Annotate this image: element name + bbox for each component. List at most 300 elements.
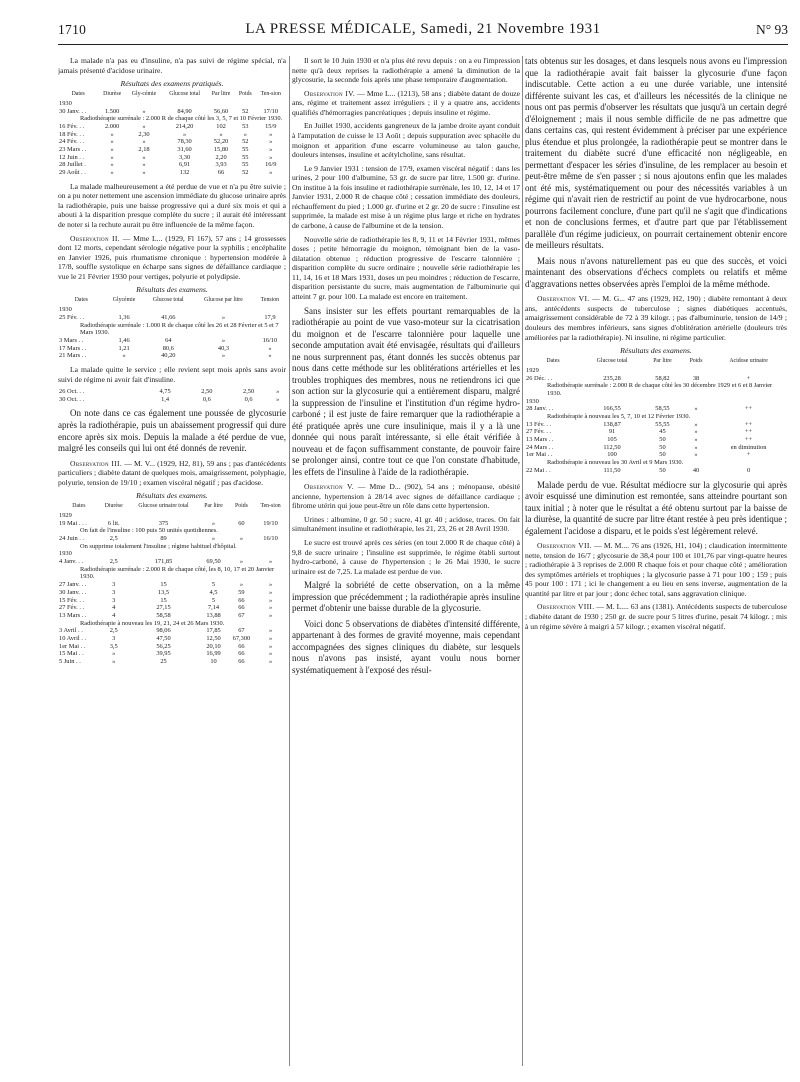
observation-5 [292, 482, 520, 511]
table-cell: 53 [242, 122, 249, 130]
table-cell: » [269, 130, 273, 138]
table-cell: » [221, 336, 226, 344]
table-cell: 112,50 [603, 443, 621, 451]
table-cell: 17,9 [264, 313, 276, 321]
table-cell: 52 [242, 107, 249, 115]
table-cell: 30 Janv. . . [59, 588, 87, 596]
observation-label: Observation VIII. [537, 602, 595, 612]
table-cell: 2,5 [109, 558, 118, 566]
column-header: Glucose total [596, 357, 628, 364]
table-cell: 31,60 [177, 146, 192, 154]
table-cell: » [269, 138, 273, 146]
table-cell: » [276, 395, 280, 403]
paragraph: Mais nous n'avons naturellement pas eu que des succès, et voici maintenant des observations d'échecs complets ou relatifs et même d'aggravations nettes observées après l'emploi de la même méthode. [525, 255, 787, 289]
table-cell: 1930 [526, 397, 539, 405]
table-row [525, 444, 787, 452]
table-cell: 24 Juin . . [59, 535, 85, 543]
table-cell [643, 367, 682, 375]
table-header-row [58, 503, 286, 512]
table-cell: 0 [746, 466, 751, 474]
column-header: Dates [546, 357, 560, 364]
table-cell: 64 [165, 336, 172, 344]
table-cell: 1,36 [118, 313, 130, 321]
table-row [58, 566, 286, 581]
table-cell [228, 512, 255, 520]
table-row [58, 597, 286, 605]
table-cell: » [239, 581, 244, 589]
issue-number: N° 93 [755, 22, 788, 37]
table-header-row [525, 358, 787, 367]
table-cell: » [110, 138, 114, 146]
column-header: Poids [689, 357, 703, 364]
table-cell: 3 [112, 581, 116, 589]
table-cell: 30 Janv. . . [59, 107, 87, 115]
table-row [58, 322, 286, 337]
table-cell: 20,10 [206, 642, 221, 650]
column-header: Poids [238, 90, 252, 97]
paragraph: Malade perdu de vue. Résultat médiocre sur la glycosurie qui après avoir esquissé une diminution est remontée, sans atteindre pourtant son taux initial ; à noter que le résultat a été obtenu surtout par la baisse de la diurèse, la quantité de sucre par litre étant restée à peu près identique ; également l'acidose a disparu, et le poids s'est légèrement relevé. [525, 479, 787, 536]
table-cell: 41,66 [161, 313, 176, 321]
observation-label: Observation III. [70, 458, 123, 468]
table-cell: 15 [160, 581, 167, 589]
table-cell: » [268, 588, 273, 596]
paragraph: Sans insister sur les effets pourtant remarquables de la radiothérapie au point de vue vaso-moteur sur la cicatrisation du moignon et de l'escarre talonnière pour laquelle une seconde amputation avait été envisagée, résultats qui d'ailleurs ne nous surprennent pas, étant donnés les succès obtenus par nous dans cette méthode sur les oblitérations artérielles et les troubles trophiques des membres, nous ne retiendrons ici que son action sur la glycosurie qui a entièrement disparu, malgré la suppression de l'insuline et l'institution d'un régime hydro-carboné ; il est juste de faire remarquer que la radiothérapie a été pratiquée après une cure insulinique, mais il y a là une donnée qui nous paraît intéressante, si elle était vérifiée à nouveau et de façon suffisamment constante, de pouvoir faire se prolonger ainsi, contre tout ce que l'on constate d'habitude, les effets de l'insuline à l'aide de la radiothérapie. [292, 305, 520, 477]
column-header: Acidose urinaire [729, 357, 768, 364]
table-row [525, 428, 787, 436]
table-cell: » [694, 451, 698, 459]
table-cell: 17 Mars . . [59, 344, 87, 352]
table-row [58, 627, 286, 635]
table-cell [193, 306, 254, 314]
table-cell: » [110, 161, 114, 169]
table-cell: 12 Juin . . [59, 153, 85, 161]
table-cell [199, 512, 227, 520]
table-note: Radiothérapie surrénale : 2.000 R de chaque côté, les 8, 10, 17 et 20 Janvier 1930. [80, 565, 275, 581]
table-cell: 67 [238, 627, 245, 635]
table-cell: 111,50 [603, 466, 621, 474]
column-header: Diurèse [103, 90, 122, 97]
table-cell: » [142, 161, 146, 169]
table-cell: 55,55 [655, 420, 670, 428]
table-cell: 29 Août . . [59, 169, 86, 177]
table-cell: 3 [112, 634, 116, 642]
table-cell: » [142, 169, 146, 177]
table-cell: ++ [744, 436, 753, 444]
table-row [58, 520, 286, 528]
table-cell: » [694, 405, 698, 413]
table-cell: 10 [210, 658, 217, 666]
table-cell [581, 367, 643, 375]
table-row [58, 388, 286, 396]
table-cell: 58,58 [156, 611, 171, 619]
table-cell: 3 [112, 596, 116, 604]
table-cell [235, 100, 255, 108]
table-cell: 1930 [59, 550, 72, 558]
table-cell: » [239, 535, 244, 543]
table-row [525, 398, 787, 406]
table-cell: 40,3 [217, 344, 230, 352]
column-divider [289, 56, 290, 1066]
table-cell: 24 Fév. . . [59, 138, 85, 146]
table-cell: en diminution [730, 443, 767, 451]
table-note: On fait de l'insuline : 100 puis 50 unités quotidiennes. [80, 527, 218, 535]
table-row [58, 169, 286, 177]
table-cell: 23 Mars . . [59, 146, 87, 154]
table-cell: 2,5 [109, 627, 118, 635]
table-cell: 13 Fév. . . [526, 420, 552, 428]
table-row [58, 658, 286, 666]
table-cell: 28 Juillet . [59, 161, 86, 169]
table-cell: 100 [607, 451, 617, 459]
table-cell [207, 100, 235, 108]
table-cell: 105 [607, 436, 617, 444]
column-header: Glycémie [112, 297, 136, 304]
table-row [58, 396, 286, 404]
table-cell: 67 [238, 611, 245, 619]
paragraph: Urines : albumine, 0 gr. 50 ; sucre, 41 gr. 40 ; acidose, traces. On fait simultanément insuline et radiothérapie, les 21, 23, 26 et 28 Avril 1930. [292, 514, 520, 534]
table-cell: 3,30 [178, 153, 191, 161]
table-cell: 66 [238, 596, 245, 604]
table-cell: 28 Janv. . . [526, 405, 554, 413]
table-row [58, 314, 286, 322]
observation-2 [58, 234, 286, 282]
column-header: Glucose total [152, 297, 184, 304]
table-cell: 2,30 [138, 130, 150, 138]
table-cell: 66 [238, 650, 245, 658]
table-cell: » [239, 558, 244, 566]
observation-text: — Mme L... (1213), 58 ans ; diabète datant de douze ans, régime et traitement assez irréguliers ; il y a quatre ans, accidents qualifiés d'hémorragies pancréatiques ; depuis insuline et régime. [292, 88, 520, 117]
table-cell: 3,93 [215, 161, 227, 169]
observation-text: — M. V... (1929, H2, 81), 59 ans ; pas d'antécédents particuliers ; diabète datant de quelques mois, amaigrissement, polyphagie, polyurie, tension de 19/10 ; examen viscéral négatif ; pas d'acidose. [58, 458, 286, 487]
table-title: Résultats des examens pratiqués. [120, 79, 224, 89]
table-cell: 27 Fév. . . [526, 428, 552, 436]
table-cell: 1,4 [161, 395, 170, 403]
table-cell: 4 [112, 611, 116, 619]
column-header: Gly-cémie [131, 90, 157, 97]
table-cell: 52,20 [213, 138, 229, 146]
table-note: Radiothérapie à nouveau les 30 Avril et 9 Mars 1930. [547, 459, 684, 467]
table-note: Radiothérapie à nouveau les 5, 7, 10 et 12 Février 1930. [547, 413, 691, 421]
running-title [58, 21, 788, 38]
table-cell: 67,300 [232, 634, 251, 642]
table-cell: 66 [217, 169, 225, 177]
table-cell: 1,21 [118, 344, 130, 352]
table-cell: 13 Mars . . [526, 436, 554, 444]
table-cell: » [268, 611, 273, 619]
column-header: Ten-sion [260, 503, 281, 510]
table-cell [254, 306, 286, 314]
table-note: On supprime totalement l'insuline ; régime habituel d'hôpital. [80, 542, 237, 550]
table-row [58, 115, 286, 123]
table-row [525, 436, 787, 444]
table-cell: 50 [659, 466, 666, 474]
table-cell: » [268, 658, 273, 666]
table-cell: 27 Fév. . . [59, 604, 85, 612]
table-cell: » [211, 519, 216, 527]
results-table-obs2 [58, 297, 286, 360]
observation-label: Observation VII. [537, 541, 592, 551]
table-cell: 16/10 [263, 535, 278, 543]
results-table-obs2-followup [58, 388, 286, 403]
table-cell: 1er Mai . . [59, 642, 86, 650]
table-cell: 56,25 [156, 642, 171, 650]
table-cell: 98,06 [156, 627, 171, 635]
table-row [58, 550, 286, 558]
table-cell: 7,14 [207, 604, 220, 612]
table-cell: » [110, 153, 114, 161]
table-cell [143, 306, 193, 314]
table-cell: 3 Mars . . [59, 336, 84, 344]
table-note: Radiothérapie surrénale : 2.000 R de chaque côté les 3, 5, 7 et 10 Février 1930. [80, 115, 283, 123]
table-cell: 45 [659, 428, 666, 436]
table-cell: 50 [659, 436, 666, 444]
table-cell: ++ [744, 405, 753, 413]
table-cell: 27,15 [156, 604, 171, 612]
table-cell [710, 367, 787, 375]
table-row [525, 459, 787, 467]
paragraph: Voici donc 5 observations de diabètes d'intensité différente, appartenant à des formes de gravité moyenne, mais cependant accompagnées des signes cliniques du diabète, sur lesquels nous n'avons pas insisté, ayant voulu nous borner systématiquement à l'exposé des résul- [292, 618, 520, 675]
table-cell: 166,55 [603, 405, 621, 413]
table-cell: 84,90 [177, 107, 192, 115]
table-cell: » [268, 627, 273, 635]
table-cell: 55 [242, 146, 249, 154]
observation-text: — M. G... 47 ans (1929, H2, 190) ; diabète remontant à deux ans, antécédents suspects de tuberculose ; signes diabétiques accentués, amaigrissement considérable de 72 à 39 kilogr. ; pas d'albuminurie, tension de 14/9 ; douleurs des membres inférieurs, sans signes d'oblitération artérielle (douleurs très améliorées par la radiothérapie). Ni insuline, ni régime particulier. [525, 294, 787, 342]
paragraph: Le sucre est trouvé après ces séries (en tout 2.000 R de chaque côté) à 9,8 de sucre urinaire ; l'insuline est supprimée, le régime établi surtout hydro-carboné, à cause de l'hypertension ; le 26 Mai 1930, le sucre urinaire est de 7,25. La malade est perdue de vue. [292, 538, 520, 576]
table-cell: » [694, 443, 698, 451]
table-cell: » [268, 558, 273, 566]
table-cell: 25 [160, 658, 167, 666]
table-row [58, 527, 286, 535]
table-cell: 21 Mars . . [59, 352, 87, 360]
table-cell: 102 [216, 122, 226, 130]
table-cell: 15/9 [265, 122, 277, 130]
table-row [58, 558, 286, 566]
table-cell: » [110, 146, 114, 154]
table-cell [98, 100, 125, 108]
table-row [58, 643, 286, 651]
table-row [58, 512, 286, 520]
table-cell: 25 Fév. . . [59, 313, 85, 321]
paragraph: Il sort le 10 Juin 1930 et n'a plus été revu depuis : on a eu l'impression nette qu'à deux reprises la radiothérapie a amené la diminution de la glycosurie, la seconde fois après une phase temporaire d'augmentation. [292, 56, 520, 85]
paragraph: La malade n'a pas eu d'insuline, n'a pas suivi de régime spécial, n'a jamais présenté d'acidose urinaire. [58, 56, 286, 75]
table-cell: 30 Oct. . . [59, 395, 85, 403]
column-1 [58, 56, 286, 1066]
table-cell: 60 [238, 519, 245, 527]
paragraph: En Juillet 1930, accidents gangreneux de la jambe droite ayant conduit à l'amputation de cuisse le 13 Août ; depuis suppuration avec sphacèle du moignon et apparition d'une escarre volumineuse au talon gauche, douleurs intenses, insuline et acétylcholine, sans résultat. [292, 121, 520, 160]
paragraph: Le 9 Janvier 1931 : tension de 17/9, examen viscéral négatif : dans les urines, 2 pour 100 d'albumine, 53 gr. de sucre par litre, 1.500 gr. d'urine. On institue à la fois insuline et radiothérapie surrénale, les 10, 12, 14 et 17 Janvier 1931, 2.000 R de chaque côté ; cessation immédiate des douleurs, réchauffement du pied ; 1.000 gr. d'urine et 2 gr. 20 de sucre : l'insuline est supprimée, la malade est mise à un régime plus large et riche en hydrates de carbone, à cause de l'albumine et de la tension. [292, 163, 520, 230]
table-cell: 16/9 [265, 161, 277, 169]
table-cell: 10 Avril . . [59, 634, 87, 642]
column-header: Glucose urinaire total [138, 503, 189, 510]
table-row [58, 161, 286, 169]
table-cell: » [221, 352, 226, 360]
table-row [58, 612, 286, 620]
table-row [58, 154, 286, 162]
table-cell [255, 512, 286, 520]
table-cell: » [142, 153, 146, 161]
column-header: Par litre [653, 357, 672, 364]
paragraph: La malade malheureusement a été perdue de vue et n'a pu être suivie ; on a pu noter nettement une ascension immédiate du glucose urinaire après la radiothérapie, puis une baisse progressive qui a duré six mois et qui a abouti à la disparition presque complète du sucre ; il aurait été intéressant de noter si la rechute aurait pu être influencée de la même façon. [58, 181, 286, 230]
table-row [58, 306, 286, 314]
table-cell: » [122, 352, 126, 360]
table-cell [162, 100, 207, 108]
table-cell [228, 550, 255, 558]
observation-text: — Mme L... (1929, Fl 167), 57 ans ; 14 grossesses dont 12 morts, cependant sérologie négative pour la syphilis ; encéphalite en Janvier 1926, puis rhumatisme chronique : hypertension modérée à 17/8, souffle systolique en écharpe sans signes de défaillance cardiaque ; vue le 21 Février 1930 pour vertiges, polyurie et polydipsie. [58, 233, 286, 281]
table-cell: 80,6 [162, 344, 174, 352]
table-cell: » [211, 535, 216, 543]
column-header: Dates [71, 90, 85, 97]
table-cell [643, 398, 682, 406]
table-cell: 1930 [59, 306, 72, 314]
table-cell: 16,99 [206, 650, 221, 658]
paragraph: La malade quitte le service ; elle revient sept mois après sans avoir suivi de régime ni avoir fait d'insuline. [58, 364, 286, 384]
table-cell [100, 512, 128, 520]
table-cell: » [268, 604, 273, 612]
observation-label: Observation VI. [537, 294, 590, 304]
table-cell: 39,95 [156, 650, 171, 658]
observation-7 [525, 541, 787, 598]
table-cell: » [219, 130, 223, 138]
table-row [525, 382, 787, 397]
observation-8 [525, 602, 787, 631]
column-header: Par litre [211, 90, 231, 97]
table-cell: 1930 [59, 99, 72, 107]
observation-4 [292, 89, 520, 118]
table-cell: 2.000 [104, 122, 120, 130]
table-cell: 2,50 [201, 388, 213, 396]
table-cell: 66 [238, 642, 245, 650]
table-cell [581, 398, 643, 406]
table-cell: » [269, 169, 273, 177]
table-row [58, 635, 286, 643]
table-cell: 17,85 [206, 627, 221, 635]
table-cell: 16 Fév. . . [59, 122, 85, 130]
table-row [58, 581, 286, 589]
table-cell [255, 550, 286, 558]
table-cell: 26 Déc. . . [526, 374, 553, 382]
table-cell: 55 [242, 153, 249, 161]
table-cell: » [268, 596, 273, 604]
column-2 [292, 56, 520, 1066]
observation-label: Observation V. [304, 482, 354, 492]
table-cell: 40 [692, 466, 700, 474]
table-header-row [58, 91, 286, 100]
table-row [525, 367, 787, 375]
table-cell: » [112, 650, 116, 658]
table-cell: » [221, 313, 226, 321]
table-cell: » [182, 130, 187, 138]
table-cell: » [142, 107, 146, 115]
table-cell: 4 Janv. . . [59, 558, 84, 566]
table-cell: 50 [659, 451, 666, 459]
table-cell [105, 306, 144, 314]
table-row [58, 100, 286, 108]
table-cell: 26 Oct. . . [59, 388, 85, 396]
table-cell: » [268, 650, 273, 658]
table-cell [100, 550, 128, 558]
table-cell: 19/10 [263, 519, 278, 527]
table-row [525, 467, 787, 475]
table-cell: 4,5 [209, 588, 218, 596]
table-cell: » [110, 130, 114, 138]
table-cell: 40,20 [161, 352, 176, 360]
observation-6 [525, 294, 787, 342]
table-row [58, 620, 286, 628]
column-header: Dates [74, 297, 88, 304]
table-note: Radiothérapie surrénale : 2.000 R de chaque côté les 30 décembre 1929 et 6 et 8 Janvier 1930. [547, 382, 773, 397]
table-row [525, 413, 787, 421]
table-cell: 4 [112, 604, 116, 612]
table-cell: » [142, 138, 146, 146]
table-cell: 6 lit. [107, 519, 120, 527]
page-header [58, 22, 788, 40]
table-cell: 1,46 [118, 336, 130, 344]
table-cell: 375 [158, 519, 169, 527]
paragraph: Nouvelle série de radiothérapie les 8, 9, 11 et 14 Février 1931, mêmes doses ; petite hémorragie du moignon, témoignant bien de la vaso-dilatation obtenue ; réduction progressive de l'escarre talonnière ; disparition complète du sucre ordinaire ; nouvelle série radiothérapie les 11, 14, 16 et 18 Mars 1931, doses un peu moindres ; réduction de l'escarre, disparition persistante du sucre, mais augmentation de l'albuminurie qui atteint 7 gr. pour 100. La malade est encore en traitement. [292, 234, 520, 301]
column-header: Poids [234, 503, 248, 510]
table-row [58, 345, 286, 353]
table-cell: » [112, 658, 116, 666]
table-title: Résultats des examens. [136, 491, 208, 501]
paragraph: tats obtenus sur les dosages, et dans lesquels nous avons eu l'impression que la radiothérapie avait fait baisser la glycosurie d'une façon indiscutable. Cette action a eu une durée variable, une intensité différente suivant les cas, et d'ailleurs les nécessités de la clinique ne nous ont pas permis d'observer les résultats que jusqu'à un certain degré d'éloignement ; mais il nous semble difficile de ne pas admettre que dans certains cas, qui restent évidemment à préciser par une expérience plus étendue et plus prolongée, la radiothérapie peut se montrer dans le traitement du diabète sucré d'une efficacité non négligeable, en permettant d'espacer les séries d'insuline, de les remplacer au besoin et peut-être même de s'en passer ; si nous ajoutons enfin que les malades ont été mis, systématiquement ou pour des nécessités variables à un régime qui n'avait rien de restrictif au point de vue hydrocarbone, nous pourrons facilement conclure, d'une part qu'il ne s'agit que d'indications et non de conclusions fermes, et d'autre part que par l'établissement parallèle d'un régime judicieux, on pourrait certainement obtenir encore de meilleurs résultats. [525, 56, 787, 251]
table-row [525, 375, 787, 383]
table-row [58, 108, 286, 116]
table-title: Résultats des examens. [620, 346, 692, 356]
table-cell: 235,28 [603, 374, 621, 382]
table-cell: » [269, 146, 273, 154]
table-cell: 13,5 [157, 588, 170, 596]
table-cell: 2,20 [215, 153, 227, 161]
table-cell: 78,30 [177, 138, 192, 146]
table-cell: 13 Mars . . [59, 611, 87, 619]
column-header: Diurèse [104, 503, 123, 510]
table-cell: 214,20 [175, 122, 194, 130]
table-cell: » [268, 344, 272, 352]
table-cell: 1er Mai . . [526, 451, 553, 459]
table-cell: 15 Mai . . [59, 650, 84, 658]
table-cell: » [694, 420, 698, 428]
table-cell [126, 100, 162, 108]
results-table-obs3 [58, 503, 286, 666]
page-number: 1710 [58, 22, 87, 37]
table-cell: 17/10 [263, 107, 279, 115]
table-cell: 47,50 [156, 634, 171, 642]
table-header-row [58, 297, 286, 306]
column-header: Glucose total [169, 90, 200, 97]
table-cell: 15 [160, 596, 167, 604]
table-cell: » [694, 436, 698, 444]
column-header: Glucose par litre [204, 297, 243, 304]
table-cell: 4,75 [159, 388, 171, 396]
table-cell: 1929 [59, 511, 72, 519]
table-row [525, 451, 787, 459]
table-cell: 19 Mai . . . [59, 519, 87, 527]
table-row [525, 421, 787, 429]
column-header: Tension [260, 297, 280, 304]
table-cell [128, 550, 200, 558]
table-cell: » [268, 642, 273, 650]
table-cell: 24 Mars . . [526, 443, 554, 451]
table-cell: » [276, 388, 280, 396]
table-row [58, 604, 286, 612]
table-cell: 3 Avril . . [59, 627, 83, 635]
paragraph: Malgré la sobriété de cette observation, on a la même impression que précédemment ; la radiothérapie après insuline permet d'obtenir une baisse durable de la glycosurie. [292, 580, 520, 614]
table-row [58, 146, 286, 154]
table-cell: » [268, 581, 273, 589]
column-3 [525, 56, 787, 1066]
table-cell [128, 512, 200, 520]
table-cell: ++ [744, 428, 753, 436]
